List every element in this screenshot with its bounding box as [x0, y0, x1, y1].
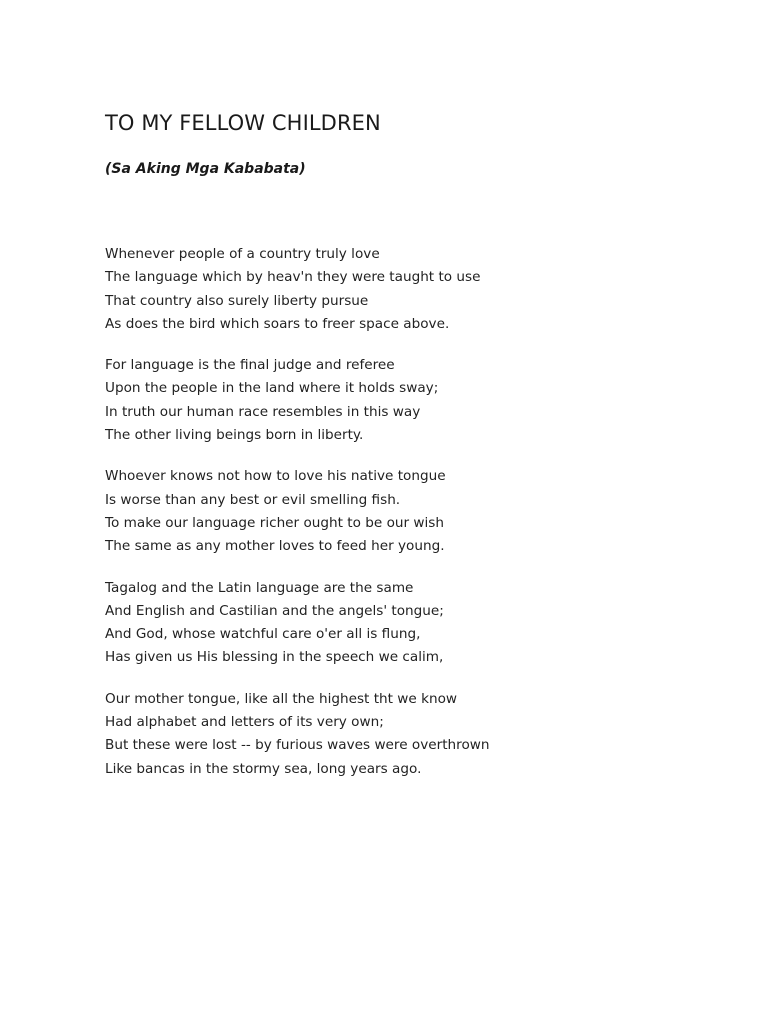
poem-line: But these were lost -- by furious waves were overthrown: [105, 737, 490, 754]
stanza: [105, 688, 705, 781]
poem-line: In truth our human race resembles in this way: [105, 403, 421, 420]
poem-line: Whoever knows not how to love his native tongue: [105, 468, 446, 485]
poem-line: And English and Castilian and the angels' tongue;: [105, 602, 444, 619]
stanza: [105, 243, 705, 336]
poem-line: To make our language richer ought to be our wish: [105, 514, 444, 531]
poem-line: Had alphabet and letters of its very own;: [105, 714, 384, 731]
poem-line: Is worse than any best or evil smelling fish.: [105, 491, 401, 508]
poem-title: TO MY FELLOW CHILDREN: [105, 111, 381, 135]
poem-line: Whenever people of a country truly love: [105, 246, 380, 262]
poem-line: As does the bird which soars to freer space above.: [105, 315, 450, 332]
stanza: [105, 465, 705, 558]
poem-line: For language is the final judge and referee: [105, 357, 395, 374]
poem-line: Our mother tongue, like all the highest tht we know: [105, 690, 458, 707]
stanza: [105, 354, 705, 447]
poem-line: The language which by heav'n they were taught to use: [105, 269, 481, 286]
poem-line: The same as any mother loves to feed her young.: [105, 538, 445, 555]
poem-subtitle: (Sa Aking Mga Kababata): [105, 161, 306, 177]
poem-line: Like bancas in the stormy sea, long years ago.: [105, 760, 422, 777]
poem-line: Tagalog and the Latin language are the same: [105, 579, 414, 596]
poem-body: [105, 243, 705, 799]
poem-line: Upon the people in the land where it holds sway;: [105, 380, 439, 397]
poem-line: Has given us His blessing in the speech we calim,: [105, 649, 444, 666]
poem-line: That country also surely liberty pursue: [105, 292, 369, 309]
poem-line: The other living beings born in liberty.: [105, 427, 364, 444]
poem-line: And God, whose watchful care o'er all is flung,: [105, 626, 421, 643]
stanza: [105, 577, 705, 670]
